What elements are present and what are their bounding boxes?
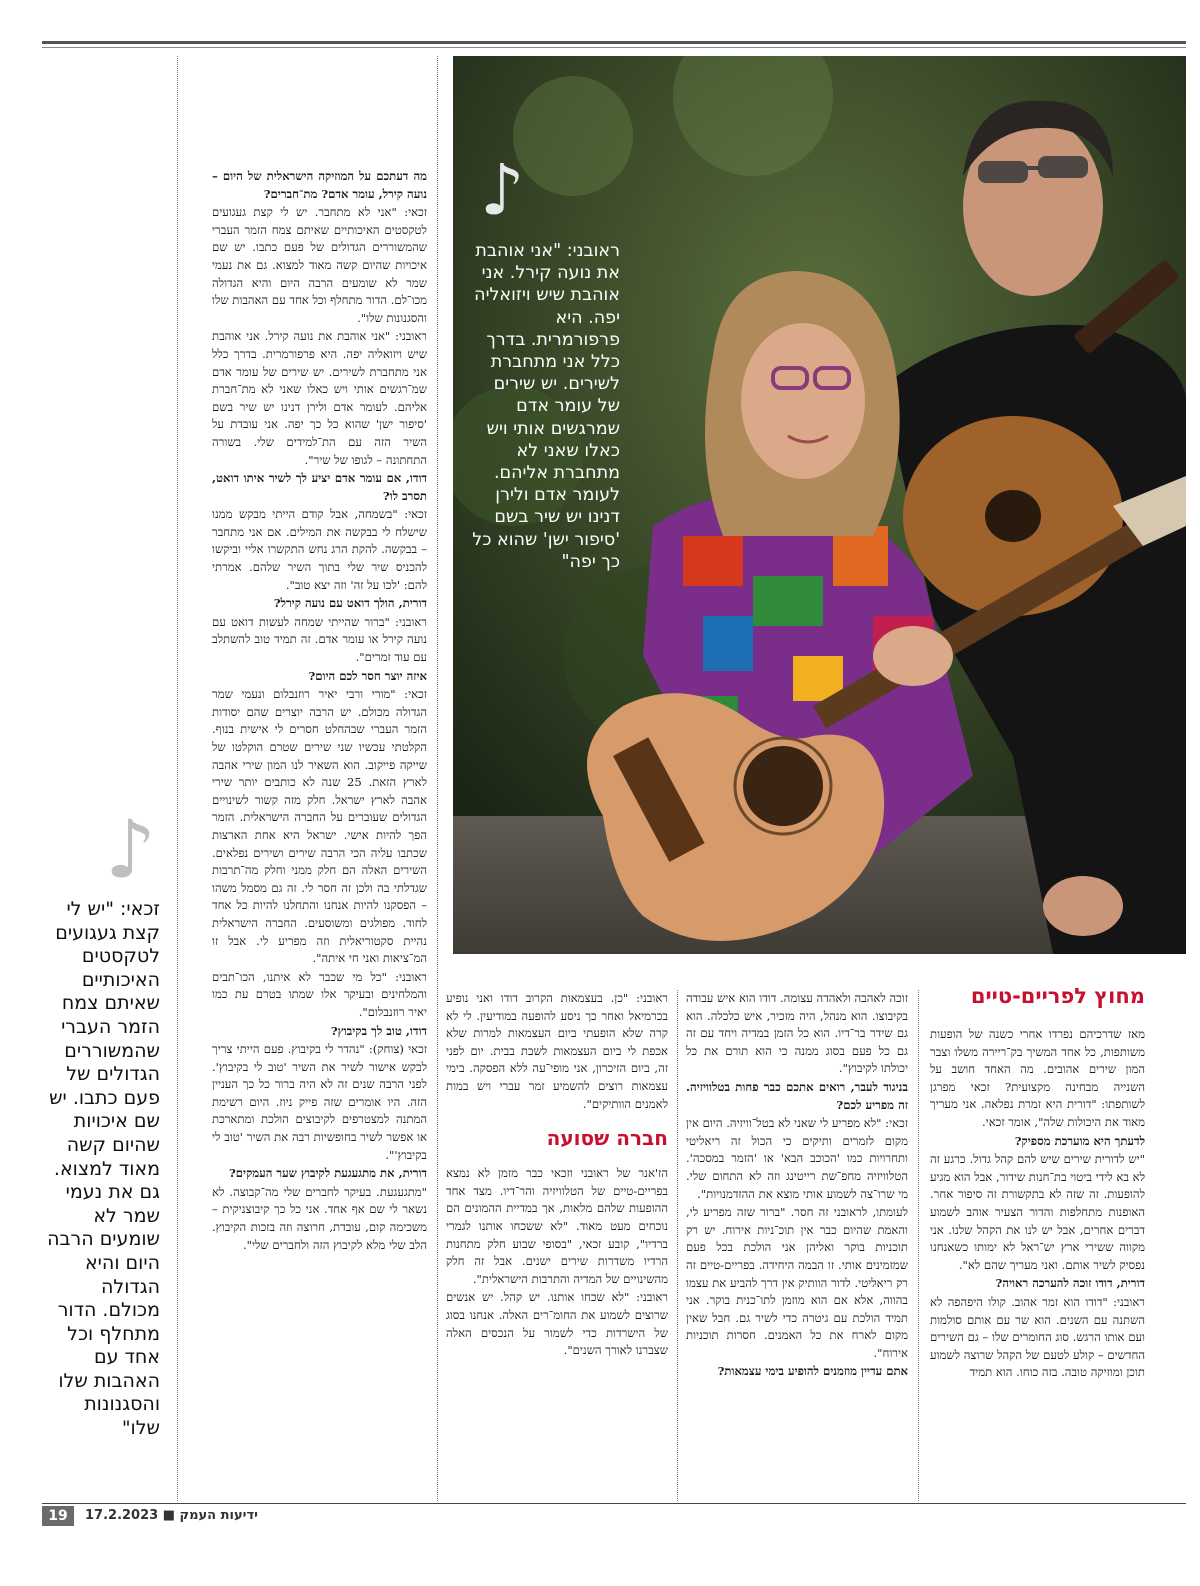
- column-divider-side: [177, 56, 178, 1501]
- paragraph: ראובני: "ברור שהייתי שמחה לעשות דואט עם נועה קירל או עומר אדם. זה תמיד טוב להשתלב עם עוד זמרים".: [212, 614, 427, 665]
- side-pull-quote: זכאי: "יש לי קצת געגועים לטקסטים האיכותיים שאיתם צמח הזמר העברי שהמשוררים הגדולים של פעם כתבו. יש שם איכויות שהיום קשה מאוד למצוא. גם את נעמי שמר לא שומעים הרבה היום והיא הגדולה מכולם. הדור מתחלף וכל אחד עם האהבות שלו והסגנונות שלו": [47, 898, 160, 1440]
- bottom-rule: [42, 1503, 1186, 1504]
- paragraph: זכאי: "לא מפריע לי שאני לא בטל־וויזיה. היום אין מקום לזמרים ותיקים כי הכול זה ריאליטי ותחרויות כמו 'הכוכב הבא' או 'הזמר במסכה'. הטלוויזיה מחפ־שת רייטינג וזה לא התחום שלי. מי שרו־צה לשמוע אותי מוצא את ההזדמנויות".: [686, 1116, 908, 1201]
- paragraph: הז'אנר של ראובני וזכאי כבר מזמן לא נמצא בפריים-טיים של הטלוויזיה והר־דיו. מצד אחד ההופעות שלהם מלאות, אך במדיית ההמונים הם נוכחים מעט מאוד. "לא ששכחו אותנו לגמרי ברדיו", קובע זכאי, "בסופי שבוע חלק מתחנות הרדיו משדרות שירים ישנים. אבל זה חלק מהשינויים של המדיה והתרבות הישראלית".: [446, 1166, 668, 1286]
- paragraph: דורית, הולך דואט עם נועה קירל?: [273, 596, 427, 611]
- text-column-b1: [446, 990, 668, 1468]
- paragraph: איזה יוצר חסר לכם היום?: [308, 668, 427, 683]
- paragraph: זוכה לאהבה ולאהדה עצומה. דודו הוא איש עבודה בקיבוצו. הוא מנהל, היה מזכיר, איש כלכלה. הוא גם שידר בר־דיו. הוא כל הזמן במדיה ויחד עם זה גם כל פעם בסוג ממנה כי הוא תורם את כל יכולתו לקיבוץ".: [686, 991, 908, 1076]
- paragraph: "יש לדורית שירים שיש להם קהל גדול. כרגע זה לא בא לידי ביטוי בת־חנות שידור, אבל הוא מגיע להופעות. זה שזה לא בתקשורת זה סיפור אחר. האופנות מתחלפות והדור הצעיר אוהב לשמוע דברים אחרים, אבל יש לנו את הקהל שלנו. אני מקווה ששירי ארץ יש־ראל לא ימותו כשאנחנו נפסיק לשיר אותם. ואני מעריך שהם לא".: [930, 1152, 1145, 1272]
- music-note-icon: ♪: [480, 149, 525, 231]
- text-column-b2: [686, 990, 908, 1468]
- column-divider-left: [437, 56, 438, 1501]
- paragraph: זכאי: "מורי ורבי יאיר רוזנבלום ונעמי שמר הגדולה מכולם. יש הרבה יוצרים שהם יסודות הזמר העברי שבהחלט חסרים לי אישית בנוף. הקלטתי עכשיו שני שירים שטרם הוקלטו של שייקה פייקוב. הוא השאיר לנו המון שירי אהבה לארץ הזאת. 25 שנה לא כותבים יותר שירי אהבה לארץ ישראל. חלק מזה קשור לשינויים הגדולים שעוברים על החברה הישראלית. הזמר הפך להיות אישי. ישראל היא אחת הארצות שכתבו עליה הכי הרבה שירים ושירים נפלאים. השירים האלה הם חלק ממני וחלק מה־תרבות שגדלתי בה ולכן זה חסר לי. זה גם מסמל משהו – הפסקנו להיות אנחנו והתחלנו להיות כל אחד לחוד. מפולגים ומשוסעים. החברה הישראלית נהיית סקטוריאלית וזה מפריע לי. אבל זו המ־ציאות ואני חי איתה".: [212, 687, 427, 966]
- paragraph: לעומתו, לראובני זה חסר. "ברור שזה מפריע לי, והאמת שהיום כבר אין תוכ־ניות אירוח. יש רק תוכניות בוקר ואליהן אני הולכת בכל פעם שמזמינים אותי. זו הבמה היחידה. בפריים-טיים זה רק ריאליטי. לדור הוותיק אין דרך להביע את עצמו בהווה, אלא אם הוא מוזמן לתו־כנית בוקר. אני תמיד הולכת עם גיטרה כדי לשיר גם. חבל שאין מקום לארח את כל האמנים. חסרות תוכניות אירוח".: [686, 1205, 908, 1360]
- paragraph: אתם עדיין מוזמנים להופיע בימי עצמאות?: [717, 1364, 908, 1379]
- paragraph: בניגוד לעבר, רואים אתכם כבר פחות בטלוויזיה. זה מפריע לכם?: [686, 1079, 908, 1112]
- paragraph: דודו, אם עומר אדם יציע לך לשיר איתו דואט, תסרב לו?: [212, 471, 427, 503]
- paragraph: זכאי: "בשמחה, אבל קודם הייתי מבקש ממנו שישלח לי בבקשה את המילים. אם אני מתחבר – בבקשה. להקת הרג נחש התקשרו אליי וביקשו להכניס שיר שלי בתוך השיר שלהם. אמרתי להם: 'לכו על זה' וזה יצא טוב".: [212, 507, 427, 592]
- paragraph: לדעתך היא מוערכת מספיק?: [1014, 1133, 1145, 1148]
- top-rule-thin: [42, 47, 1186, 48]
- footer-publication: 17.2.2023 ■ ידיעות העמק: [85, 1508, 258, 1523]
- text-column-left: [212, 168, 427, 1458]
- heading-outside-primetime: מחוץ לפריים-טיים: [970, 984, 1145, 1008]
- paragraph: מאז שדרכיהם נפרדו אחרי כשנה של הופעות משותפות, כל אחד המשיך בק־ריירה משלו וצבר המון שירים אהובים. מה האחד חושב על השנייה מבחינה מקצועית? זכאי מפרגן לשותפתו: "דורית היא זמרת נפלאה. אני מעריך מאוד את היכולות שלה", אומר זכאי.: [930, 1027, 1145, 1129]
- column-divider-b1: [677, 990, 678, 1501]
- column-divider-b2: [918, 990, 919, 1501]
- paragraph: זכאי (צוחק): "נהדר לי בקיבוץ. פעם הייתי צריך לבקש אישור לשיר את השיר 'טוב לי בקיבוץ'. לפני הרבה שנים זה לא היה ברור כל כך העניין הזה. היו אומרים שזה פייק ניוז. היום רשימת המתנה למצטרפים לקיבוצים הולכת ומתארכת או אפשר לשיר בחופשיות רבה את השיר 'טוב לי בקיבוץ'".: [212, 1042, 427, 1162]
- paragraph: "מתגעגעת. בעיקר לחברים שלי מה־קבוצה. לא נשאר לי שם אף אחד. אני כל כך קיבוצניקית – משכימה קום, עובדת, חרוצה וזה בזכות הקיבוץ. הלב שלי מלא לקיבוץ הזה ולחברים שלי".: [212, 1184, 427, 1252]
- paragraph: ראובני: "לא שכחו אותנו. יש קהל. יש אנשים שרוצים לשמוע את החומ־רים האלה. אנחנו בסוג של הישרדות כדי לשמור על הנכסים האלה שצברנו לאורך השנים".: [446, 1290, 668, 1358]
- paragraph: דורית, את מתגעגעת לקיבוץ שער העמקים?: [229, 1166, 427, 1181]
- top-rule: [42, 41, 1186, 44]
- paragraph: מה דעתכם על המוזיקה הישראלית של היום – נועה קירל, עומר אדם? מת־חברים?: [212, 169, 427, 201]
- heading-society: חברה שסועה: [546, 1126, 668, 1151]
- paragraph: ראובני: "אני אוהבת את נועה קירל. אני אוהבת שיש ויזואליה יפה. היא פרפורמרית. בדרך כלל אני מתחברת לשירים. יש שירים של עומר אדם שמ־רגשים אותי ויש כאלו שאני לא מת־חברת אליהם. לעומר אדם ולירן דנינו יש שיר בשם 'סיפור ישן' שהוא כל כך יפה. אני עובדת על השיר הזה עם הת־למידים שלי. בשורה התחתונה – לגופו של שיר".: [212, 329, 427, 467]
- photo-pull-quote: ראובני: "אני אוהבת את נועה קירל. אני אוהבת שיש ויזואליה יפה. היא פרפורמרית. בדרך כלל אני מתחברת לשירים. יש שירים של עומר אדם שמרגשים אותי ויש כאלו שאני לא מתחברת אליהם. לעומר אדם ולירן דנינו יש שיר בשם 'סיפור ישן' שהוא כל כך יפה": [472, 241, 620, 572]
- paragraph: דודו, טוב לך בקיבוץ?: [330, 1023, 427, 1038]
- music-note-icon: ♪: [105, 803, 157, 896]
- paragraph: דורית, דודו זוכה להערכה ראויה?: [995, 1276, 1145, 1291]
- page-number: 19: [42, 1506, 74, 1526]
- text-column-b3: [930, 1026, 1145, 1468]
- paragraph: זכאי: "אני לא מתחבר. יש לי קצת געגועים לטקסטים האיכותיים שאיתם צמח הזמר העברי שהמשוררים הגדולים של פעם כתבו. יש שם איכויות שהיום קשה מאוד למצוא. גם את נעמי שמר לא שומעים הרבה היום והיא הגדולה מכו־לם. הדור מתחלף וכל אחד עם האהבות שלו והסגנונות שלו".: [212, 205, 427, 325]
- paragraph: ראובני: "דודו הוא זמר אהוב. קולו היפהפה לא השתנה עם השנים. הוא שר עם אותם סולמות ועם אותו הרגש. סוג החומרים שלו – גם השירים החדשים – קולע לטעם של הקהל שרוצה לשמוע תוכן ומוזיקה טובה. בזה כוחו. הוא תמיד: [930, 1294, 1145, 1380]
- paragraph: ראובני: "כן. בעצמאות הקרוב דודו ואני נופיע בכרמיאל ואחר כך ניסע להופעה במודיעין. לי לא קרה שלא הופעתי ביום העצמאות למרות שלא אכפת לי ביום העצמאות לשבת בבית. יום לפני זה, ביום הזיכרון, אני מופי־עה ללא הפסקה. בימי עצמאות רוצים להשמיע זמר עברי ויש במות לאמנים הוותיקים".: [446, 991, 668, 1111]
- paragraph: ראובני: "כל מי שכבר לא איתנו, הכו־תבים והמלחינים ובעיקר אלו שמתו בטרם עת כמו יאיר רוזנבלום".: [212, 969, 427, 1019]
